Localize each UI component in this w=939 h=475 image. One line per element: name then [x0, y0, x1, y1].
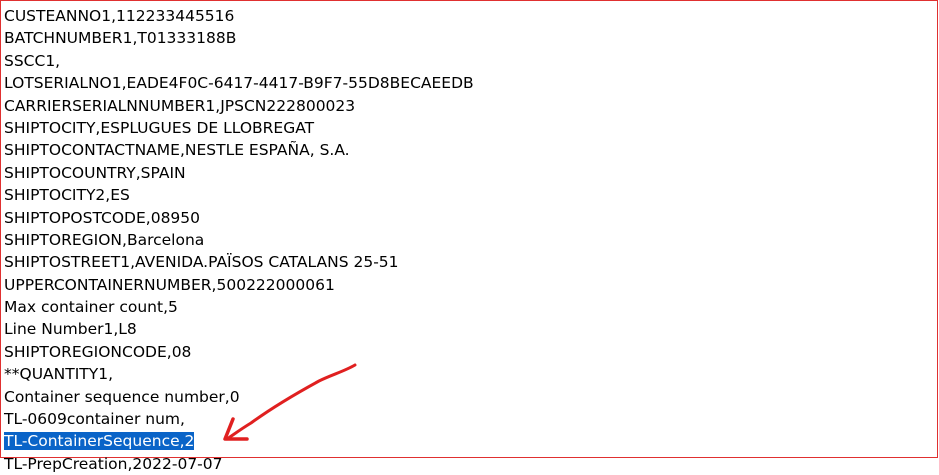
text-line-14[interactable] [4, 296, 924, 318]
text-line-14-content: Max container count,5 [4, 298, 178, 317]
text-line-4-content: LOTSERIALNO1,EADE4F0C-6417-4417-B9F7-55D8BECAEEDB [4, 74, 474, 93]
selected-text-highlight: TL-ContainerSequence,2 [4, 432, 195, 451]
text-line-1-content: CUSTEANNO1,112233445516 [4, 7, 235, 25]
text-line-15-content: Line Number1,L8 [4, 320, 137, 339]
text-line-13-content: UPPERCONTAINERNUMBER,500222000061 [4, 275, 335, 294]
text-line-19-content: TL-0609container num, [4, 410, 185, 429]
text-line-17[interactable] [4, 363, 924, 385]
text-line-1[interactable] [4, 5, 924, 27]
text-line-2[interactable] [4, 27, 924, 49]
text-content-area[interactable] [4, 5, 924, 473]
text-line-9[interactable] [4, 184, 924, 206]
text-line-18[interactable] [4, 386, 924, 408]
text-line-18-content: Container sequence number,0 [4, 387, 240, 406]
text-line-2-content: BATCHNUMBER1,T01333188B [4, 29, 237, 48]
text-line-16-content: SHIPTOREGIONCODE,08 [4, 342, 192, 361]
text-line-17-content: **QUANTITY1, [4, 365, 114, 384]
text-line-9-content: SHIPTOCITY2,ES [4, 186, 130, 205]
text-line-21[interactable] [4, 453, 924, 475]
text-line-10-content: SHIPTOPOSTCODE,08950 [4, 208, 201, 227]
text-line-3[interactable] [4, 50, 924, 72]
text-line-5-content: CARRIERSERIALNNUMBER1,JPSCN222800023 [4, 96, 356, 115]
text-line-8[interactable] [4, 162, 924, 184]
text-line-8-content: SHIPTOCOUNTRY,SPAIN [4, 163, 186, 182]
text-line-11-content: SHIPTOREGION,Barcelona [4, 230, 205, 249]
text-line-11[interactable] [4, 229, 924, 251]
text-line-10[interactable] [4, 207, 924, 229]
text-line-13[interactable] [4, 274, 924, 296]
text-line-21-content: TL-PrepCreation,2022-07-07 [4, 454, 223, 473]
text-line-16[interactable] [4, 341, 924, 363]
text-line-6-content: SHIPTOCITY,ESPLUGUES DE LLOBREGAT [4, 118, 315, 137]
text-line-19[interactable] [4, 408, 924, 430]
text-line-6[interactable] [4, 117, 924, 139]
text-line-3-content: SSCC1, [4, 51, 61, 70]
text-line-12[interactable] [4, 251, 924, 273]
text-line-5[interactable] [4, 95, 924, 117]
text-line-12-content: SHIPTOSTREET1,AVENIDA.PAÏSOS CATALANS 25-51 [4, 253, 399, 272]
text-line-20-selected[interactable] [4, 430, 924, 452]
text-line-7[interactable] [4, 139, 924, 161]
text-line-4[interactable] [4, 72, 924, 94]
text-line-7-content: SHIPTOCONTACTNAME,NESTLE ESPAÑA, S.A. [4, 141, 350, 160]
text-line-15[interactable] [4, 318, 924, 340]
